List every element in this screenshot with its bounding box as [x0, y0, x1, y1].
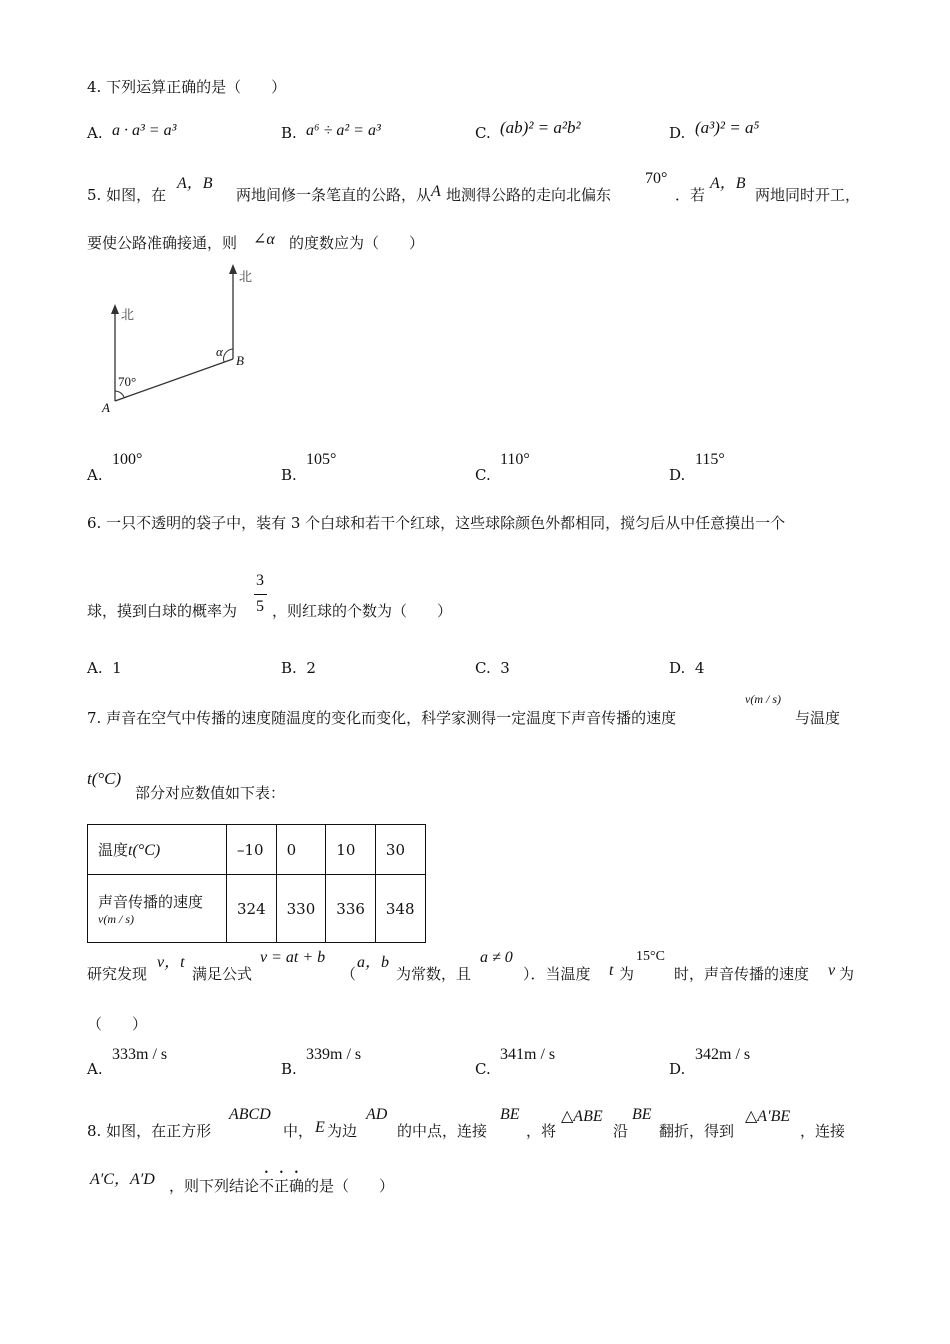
q6-option-b: B. 2: [281, 659, 316, 677]
q4-option-d-label: D.: [669, 124, 686, 142]
q5-ab: A，B: [177, 175, 213, 192]
q5-line1-a: 5. 如图，在: [87, 186, 167, 204]
q8-line1-f: 沿: [613, 1122, 629, 1140]
q7-paren-open: （: [341, 965, 357, 983]
q8-line1-h: ，连接: [800, 1122, 846, 1140]
q7-option-c: 341m / s: [500, 1046, 556, 1063]
table-cell: 330: [276, 875, 326, 943]
q8-abcd: ABCD: [229, 1106, 271, 1123]
q5-option-d: 115°: [695, 451, 725, 468]
q7-line3-g: 为: [839, 965, 855, 983]
q8-line1-c: 为边: [327, 1122, 358, 1140]
q5-line2-a: 要使公路准确接通，则: [87, 234, 238, 252]
q7-line4: （ ）: [87, 1015, 148, 1033]
q7-option-d-label: D.: [669, 1060, 686, 1078]
q8-line1-e: ，将: [526, 1122, 557, 1140]
q5-angle70: 70°: [645, 170, 668, 187]
q5-option-b-label: B.: [281, 466, 297, 484]
q8-line1-g: 翻折，得到: [659, 1122, 735, 1140]
q7-option-a-label: A.: [87, 1060, 103, 1078]
table-cell: 348: [375, 875, 425, 943]
q7-line2: 部分对应数值如下表：: [135, 784, 286, 802]
q7-vt: v，t: [157, 954, 185, 971]
q7-option-c-label: C.: [475, 1060, 491, 1078]
q7-line3-c: 为常数，且: [396, 965, 472, 983]
q4-option-a-label: A.: [87, 124, 103, 142]
q8-emphasis-not-correct: 不正确: [259, 1177, 305, 1195]
q5-alpha: ∠α: [253, 231, 275, 248]
q4-option-c: (ab)² = a²b²: [500, 118, 581, 137]
q7-formula: v = at + b: [260, 949, 326, 966]
q6-frac-num: 3: [256, 572, 264, 589]
q6-option-c: C. 3: [475, 659, 510, 677]
q8-triangle-2: △A′BE: [745, 1108, 791, 1125]
q8-line1-a: 8. 如图，在正方形: [87, 1122, 212, 1140]
q7-option-d: 342m / s: [695, 1046, 751, 1063]
q8-triangle: △ABE: [561, 1108, 603, 1125]
angle-arc-70: [115, 391, 124, 397]
q5-option-a-label: A.: [87, 466, 103, 484]
q5-point-a: A: [431, 183, 441, 200]
q7-line3-d: ）．当温度: [523, 965, 591, 983]
q5-line1-e: 两地同时开工，: [755, 186, 861, 204]
table-header-temperature: 温度t(°C): [88, 825, 227, 875]
q5-figure: [95, 262, 265, 418]
q7-option-b: 339m / s: [306, 1046, 362, 1063]
q4-option-b: a⁶ ÷ a² = a³: [306, 122, 381, 139]
table-row-speed: [88, 875, 426, 943]
q6-option-d: D. 4: [669, 659, 705, 677]
q5-option-c: 110°: [500, 451, 530, 468]
q7-v: v: [828, 962, 836, 979]
north-label-a: 北: [121, 308, 135, 323]
q8-line1-b: 中，: [283, 1122, 314, 1140]
q5-line1-d: ．若: [675, 186, 706, 204]
q7-cond: a ≠ 0: [480, 949, 513, 966]
q7-line3-f: 时，声音传播的速度: [674, 965, 810, 983]
table-row-temperature: [88, 825, 426, 875]
q7-temp15: 15°C: [636, 949, 665, 964]
q6-line1: 6. 一只不透明的袋子中，装有 3 个白球和若干个红球，这些球除颜色外都相同，搅匀后从中任意摸出一个: [87, 514, 786, 532]
q6-line2-b: ，则红球的个数为（ ）: [272, 602, 453, 620]
q7-v-unit: v(m / s): [745, 692, 781, 706]
q4-option-d: (a³)² = a⁵: [695, 118, 760, 137]
angle-label-70: 70°: [118, 374, 137, 389]
q6-line2-a: 球，摸到白球的概率为: [87, 602, 238, 620]
table-cell: 30: [375, 825, 425, 875]
table-cell: 10: [326, 825, 376, 875]
q7-line1: 7. 声音在空气中传播的速度随温度的变化而变化，科学家测得一定温度下声音传播的速度: [87, 709, 677, 727]
q4-option-b-label: B.: [281, 124, 297, 142]
q5-option-c-label: C.: [475, 466, 491, 484]
north-arrowhead-b: [229, 264, 237, 274]
north-label-b: 北: [239, 270, 253, 285]
q8-ac-ad: A′C，A′D: [90, 1171, 155, 1188]
q6-frac-bar: [254, 594, 267, 595]
q5-ab-2: A，B: [710, 175, 746, 192]
q4-stem: 4. 下列运算正确的是（ ）: [87, 78, 287, 96]
q7-table: [87, 824, 426, 943]
q8-be-2: BE: [632, 1106, 652, 1123]
q5-line1-b: 两地间修一条笔直的公路，从: [236, 186, 432, 204]
q8-line2: ，则下列结论不正确的是（ ）: [169, 1177, 395, 1195]
q7-option-a: 333m / s: [112, 1046, 168, 1063]
q7-t-unit: t(°C): [87, 769, 122, 788]
alpha-label: α: [216, 344, 223, 359]
q7-line1-end: 与温度: [795, 709, 841, 727]
q5-option-a: 100°: [112, 451, 143, 468]
table-cell: –10: [227, 825, 277, 875]
q7-option-b-label: B.: [281, 1060, 297, 1078]
table-cell: 324: [227, 875, 277, 943]
table-cell: 0: [276, 825, 326, 875]
q4-option-a: a · a³ = a³: [112, 122, 177, 139]
q7-line3-e: 为: [619, 965, 635, 983]
q6-option-a: A. 1: [87, 659, 122, 677]
q7-t: t: [609, 962, 614, 979]
q5-line1-c: 地测得公路的走向北偏东: [446, 186, 612, 204]
q7-line3-b: 满足公式: [192, 965, 253, 983]
table-cell: 336: [326, 875, 376, 943]
table-header-speed: 声音传播的速度 v(m / s): [88, 875, 227, 943]
q5-option-d-label: D.: [669, 466, 686, 484]
q5-line2-b: 的度数应为（ ）: [289, 234, 425, 252]
north-arrowhead-a: [111, 304, 119, 314]
q8-line1-d: 的中点，连接: [397, 1122, 488, 1140]
q8-ad: AD: [366, 1106, 388, 1123]
q6-frac-den: 5: [256, 598, 264, 615]
q7-line3-a: 研究发现: [87, 965, 148, 983]
point-b-label: B: [236, 353, 244, 368]
q8-be: BE: [500, 1106, 520, 1123]
point-a-label: A: [102, 400, 110, 415]
q8-e: E: [315, 1119, 325, 1136]
q7-ab: a，b: [357, 954, 390, 971]
q5-option-b: 105°: [306, 451, 337, 468]
q4-option-c-label: C.: [475, 124, 491, 142]
